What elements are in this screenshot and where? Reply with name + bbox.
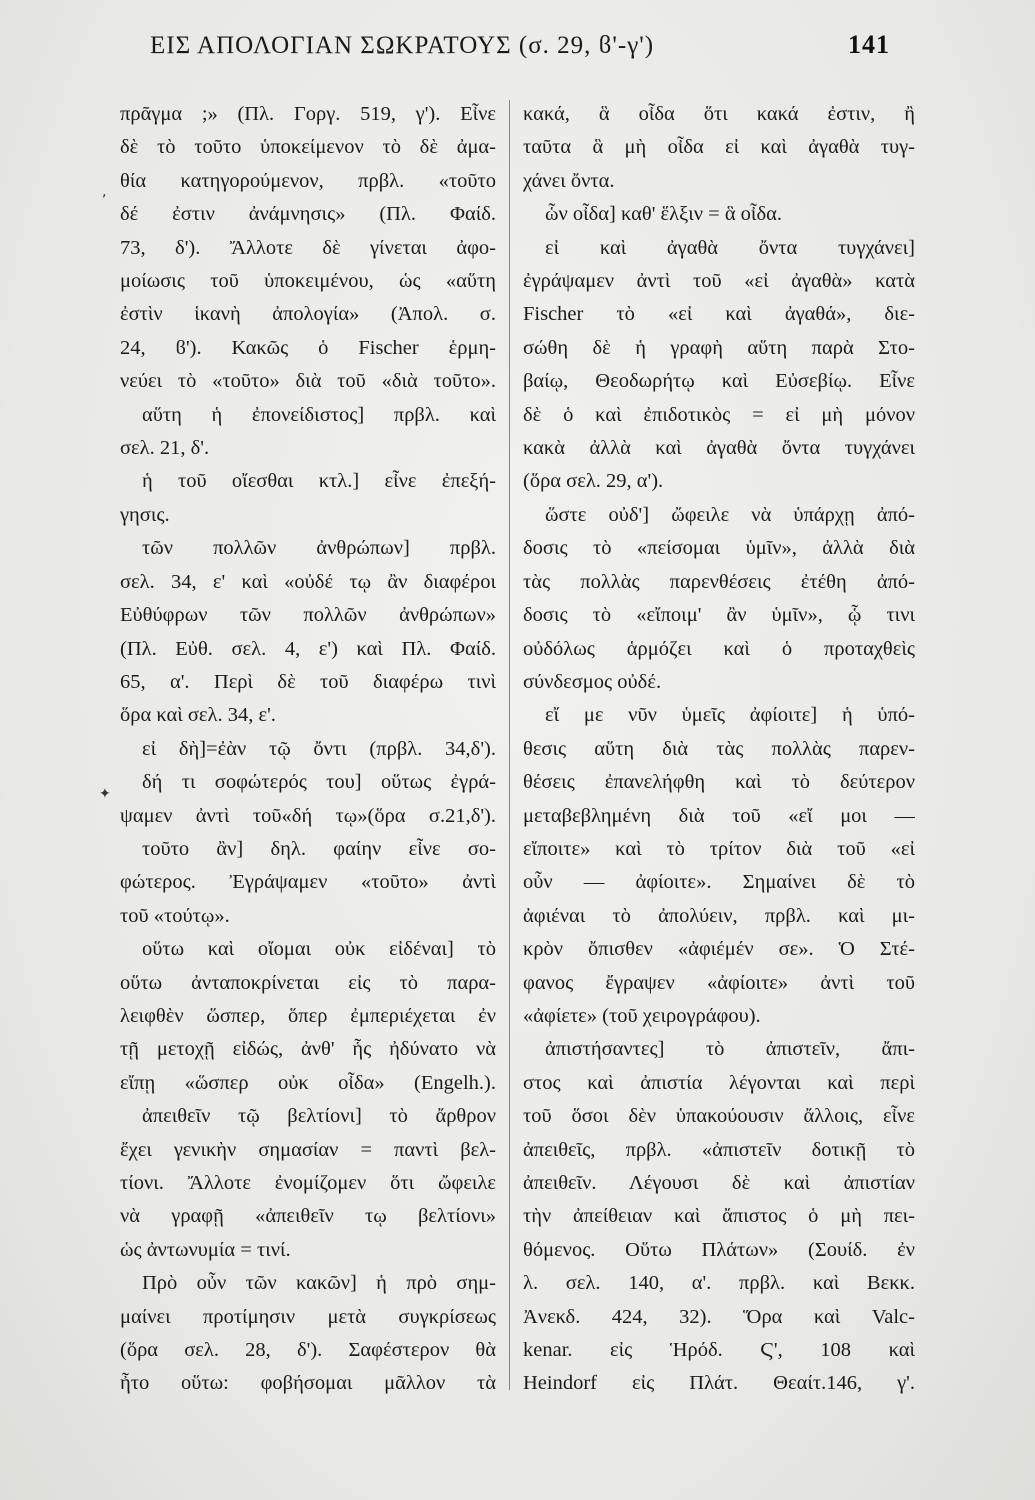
text-line: στος καὶ ἀπιστία λέγονται καὶ περὶ [523,1071,915,1094]
text-line: Ἀνεκδ. 424, 32). Ὅρα καὶ Valc- [523,1305,915,1328]
text-line: εἴποιτε» καὶ τὸ τρίτον διὰ τοῦ «εἰ [523,837,915,860]
text-line: θεσις αὕτη διὰ τὰς πολλὰς παρεν- [523,737,915,760]
text-line: ταῦτα ἃ μὴ οἶδα εἰ καὶ ἀγαθὰ τυγ- [523,136,915,159]
text-line: ἀπειθεῖν. Λέγουσι δὲ καὶ ἀπιστίαν [523,1172,915,1194]
text-line: γησις. [120,503,170,526]
text-line: σύνδεσμος οὐδέ. [523,670,662,693]
text-line: ἀφιέναι τὸ ἀπολύειν, πρβλ. καὶ μι- [523,904,915,927]
text-line: θέσεις ἐπανελήφθη καὶ τὸ δεύτερον [523,771,915,794]
text-line: ἔχει γενικὴν σημασίαν = παντὶ βελ- [120,1138,496,1161]
text-line: εἰ δὴ]=ἐὰν τῷ ὄντι (πρβλ. 34,δ'). [142,737,496,760]
text-line: κακά, ἃ οἶδα ὅτι κακά ἐστιν, ἢ [523,103,915,125]
text-line: ἦτο οὕτω: φοβήσομαι μᾶλλον τὰ [120,1372,496,1395]
text-line: βαίῳ, Θεοδωρήτῳ καὶ Εὐσεβίῳ. Εἶνε [523,370,915,393]
text-line: τῇ μετοχῇ εἰδώς, ἀνθ' ἧς ἠδύνατο νὰ [120,1038,496,1061]
text-line: ἐστὶν ἱκανὴ ἀπολογία» (Ἀπολ. σ. [120,303,496,326]
text-line: ὧν οἶδα] καθ' ἕλξιν = ἃ οἶδα. [545,203,782,226]
text-line: δοσις τὸ «πείσομαι ὑμῖν», ἀλλὰ διὰ [523,537,915,560]
page-number: 141 [848,30,890,59]
text-line: νὰ γραφῇ «ἀπειθεῖν τῳ βελτίονι» [120,1205,496,1228]
text-line: λειφθὲν ὥσπερ, ὅπερ ἐμπεριέχεται ἐν [120,1004,496,1027]
text-line: φανος ἔγραψεν «ἀφίοιτε» ἀντὶ τοῦ [523,971,915,994]
text-line: δοσις τὸ «εἴποιμ' ἂν ὑμῖν», ᾧ τινι [523,604,915,627]
text-line: δή τι σοφώτερός του] οὕτως ἐγρά- [142,771,496,794]
column-divider [509,100,510,1390]
text-line: θία κατηγορούμενον, πρβλ. «τοῦτο [120,169,496,192]
text-line: εἴπῃ «ὥσπερ οὐκ οἶδα» (Engelh.). [120,1071,496,1094]
text-line: ἀπιστήσαντες] τὸ ἀπιστεῖν, ἄπι- [545,1038,915,1061]
text-line: Πρὸ οὖν τῶν κακῶν] ἡ πρὸ σημ- [142,1272,496,1295]
text-line: «ἀφίετε» (τοῦ χειρογράφου). [523,1004,761,1027]
text-line: μαίνει προτίμησιν μετὰ συγκρίσεως [120,1305,496,1328]
text-line: δὲ τὸ τοῦτο ὑποκείμενον τὸ δὲ ἀμα- [120,136,496,159]
text-line: 65, α'. Περὶ δὲ τοῦ διαφέρω τινὶ [120,670,496,693]
text-line: τοῦτο ἂν] δηλ. φαίην εἶνε σο- [142,837,496,860]
text-line: ἀπειθεῖς, πρβλ. «ἀπιστεῖν δοτικῇ τὸ [523,1138,915,1161]
text-line: τὴν ἀπείθειαν καὶ ἄπιστος ὁ μὴ πει- [523,1205,915,1228]
text-line: Fischer τὸ «εἰ καὶ ἀγαθά», διε- [523,303,915,326]
text-line: (Πλ. Εὐθ. σελ. 4, ε') καὶ Πλ. Φαίδ. [120,637,496,660]
text-line: μεταβεβλημένη διὰ τοῦ «εἴ μοι — [523,804,915,827]
text-line: φώτερος. Ἐγράψαμεν «τοῦτο» ἀντὶ [120,871,496,894]
text-line: χάνει ὄντα. [523,169,615,192]
text-line: οὕτω καὶ οἴομαι οὐκ εἰδέναι] τὸ [142,938,496,961]
text-line: τῶν πολλῶν ἀνθρώπων] πρβλ. [142,537,496,560]
text-line: 73, δ'). Ἄλλοτε δὲ γίνεται ἀφο- [120,236,496,259]
left-column [120,98,496,1401]
text-line: πρᾶγμα ;» (Πλ. Γοργ. 519, γ'). Εἶνε [120,103,496,125]
text-line: θόμενος. Οὕτω Πλάτων» (Σουίδ. ἐν [523,1238,915,1261]
text-line: ὡς ἀντωνυμία = τινί. [120,1238,291,1261]
text-line: οὕτω ἀνταποκρίνεται εἰς τὸ παρα- [120,971,496,994]
text-line: Εὐθύφρων τῶν πολλῶν ἀνθρώπων» [120,604,496,627]
text-line: νεύει τὸ «τοῦτο» διὰ τοῦ «διὰ τοῦτο». [120,370,496,393]
text-line: λ. σελ. 140, α'. πρβλ. καὶ Βεκκ. [523,1272,915,1295]
text-line: μοίωσις τοῦ ὑποκειμένου, ὡς «αὕτη [120,270,496,293]
text-line: σελ. 34, ε' καὶ «οὐδέ τῳ ἂν διαφέροι [120,570,496,593]
margin-mark: ✦ [99,786,111,802]
text-line: σώθη δὲ ἡ γραφὴ αὕτη παρὰ Στο- [523,336,915,359]
text-line: ἐγράψαμεν ἀντὶ τοῦ «εἰ ἀγαθὰ» κατὰ [523,270,915,293]
text-line: τίονι. Ἄλλοτε ἐνομίζομεν ὅτι ὤφειλε [120,1172,496,1194]
text-line: οὖν — ἀφίοιτε». Σημαίνει δὲ τὸ [523,871,915,894]
running-head [150,30,890,78]
text-line: εἴ με νῦν ὑμεῖς ἀφίοιτε] ἡ ὑπό- [545,704,915,727]
right-column [523,98,915,1401]
text-line: ὅρα καὶ σελ. 34, ε'. [120,704,276,727]
text-line: ψαμεν ἀντὶ τοῦ«δή τῳ»(ὅρα σ.21,δ'). [120,804,496,827]
text-line: (ὅρα σελ. 29, α'). [523,470,664,493]
margin-mark: , [102,184,107,200]
text-line: τοῦ ὅσοι δὲν ὑπακούουσιν ἄλλοις, εἶνε [523,1105,915,1128]
text-line: δὲ ὁ καὶ ἐπιδοτικὸς = εἰ μὴ μόνον [523,403,915,426]
text-line: κακὰ ἀλλὰ καὶ ἀγαθὰ ὄντα τυγχάνει [523,437,915,460]
text-line: δέ ἐστιν ἀνάμνησις» (Πλ. Φαίδ. [120,203,496,226]
text-line: 24, ϐ'). Κακῶς ὁ Fischer ἑρμη- [120,336,496,359]
running-title: ΕΙΣ ΑΠΟΛΟΓΙΑΝ ΣΩΚΡΑΤΟΥΣ (σ. 29, ϐ'-γ') [150,32,655,59]
text-line: Heindorf εἰς Πλάτ. Θεαίτ.146, γ'. [523,1372,915,1395]
text-line: εἰ καὶ ἀγαθὰ ὄντα τυγχάνει] [545,236,915,259]
text-line: kenar. εἰς Ἡρόδ. Ϛ', 108 καὶ [523,1339,915,1362]
text-line: (ὅρα σελ. 28, δ'). Σαφέστερον θὰ [120,1339,496,1362]
text-line: οὐδόλως ἁρμόζει καὶ ὁ προταχθεὶς [523,637,915,660]
text-line: κρὸν ὄπισθεν «ἀφιέμέν σε». Ὁ Στέ- [523,938,915,961]
text-line: τοῦ «τούτῳ». [120,904,230,927]
text-line: ἀπειθεῖν τῷ βελτίονι] τὸ ἄρθρον [142,1105,496,1128]
text-line: ὥστε οὐδ'] ὤφειλε νὰ ὑπάρχῃ ἀπό- [545,503,915,526]
text-line: αὕτη ἡ ἐπονείδιστος] πρβλ. καὶ [142,403,496,426]
text-line: σελ. 21, δ'. [120,437,210,460]
text-line: ἡ τοῦ οἴεσθαι κτλ.] εἶνε ἐπεξή- [142,470,496,493]
text-line: τὰς πολλὰς παρενθέσεις ἐτέθη ἀπό- [523,570,915,593]
